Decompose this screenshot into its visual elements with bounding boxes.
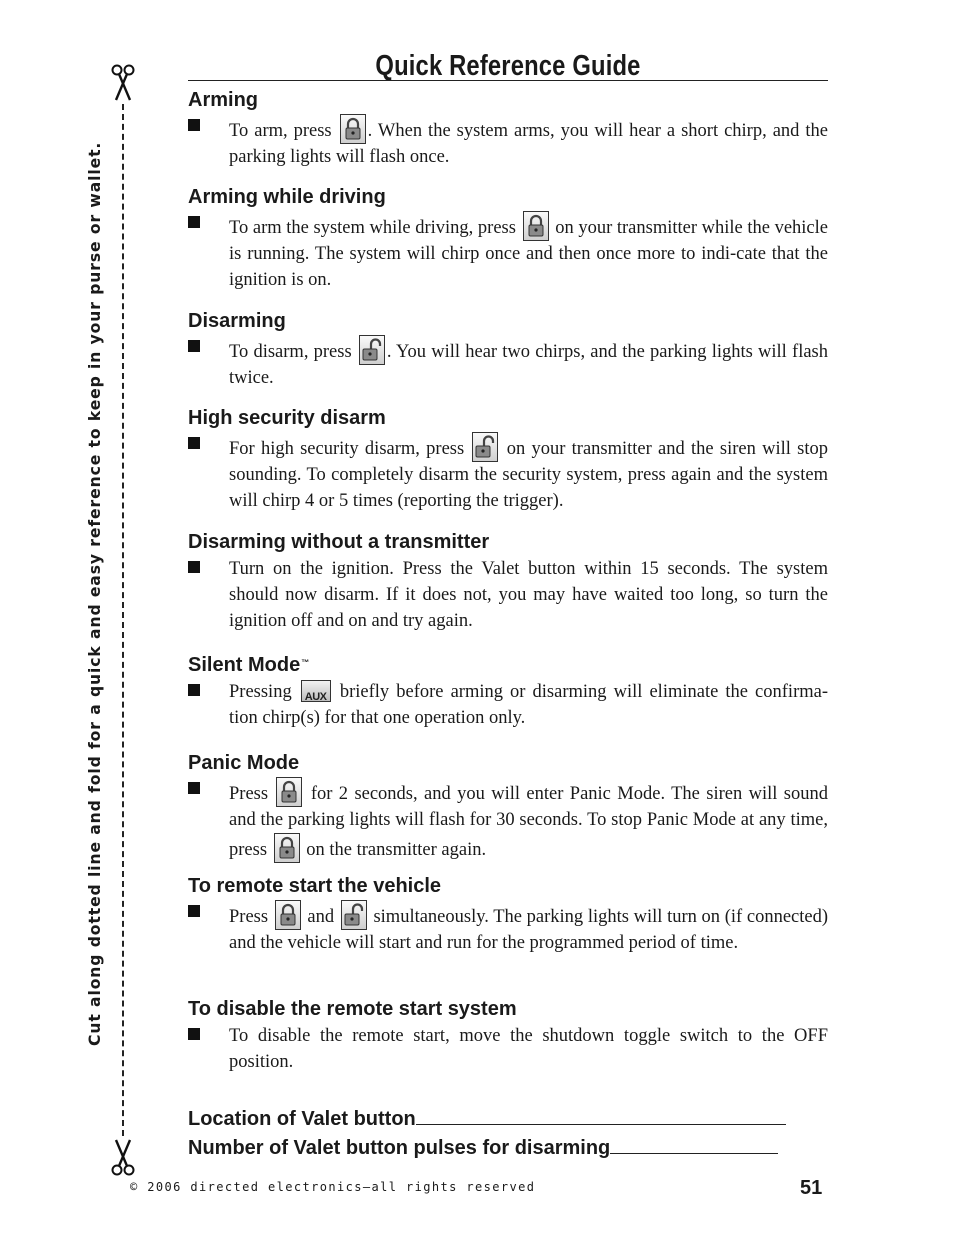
list-item: To disarm, press . You will hear two chirps, and the parking lights will flash twice. <box>188 335 828 391</box>
bullet-square <box>188 119 200 131</box>
bullet-square <box>188 437 200 449</box>
bullet-square <box>188 340 200 352</box>
section-heading: Disarming <box>188 310 286 332</box>
section-heading: To remote start the vehicle <box>188 875 442 897</box>
section-disable-remote-start <box>188 997 828 1075</box>
section-heading: Arming while driving <box>188 186 386 208</box>
section-high-security-disarm <box>188 406 828 514</box>
list-item: Turn on the ignition. Press the Valet button within 15 seconds. The system should now disarm. If it does not, you may have waited too long, so turn the ignition off and on and try again. <box>188 556 828 634</box>
list-item: To arm the system while driving, press on your transmitter while the vehicle is running. The system will chirp once and then once more to indi-cate that the ignition is on. <box>188 211 828 293</box>
bullet-square <box>188 1028 200 1040</box>
title-rule <box>188 80 828 81</box>
valet-pulses-blank <box>610 1153 778 1154</box>
section-arming-while-driving <box>188 185 828 293</box>
lock-button-icon <box>275 900 301 930</box>
section-disarming-without-transmitter <box>188 530 828 634</box>
list-item: To disable the remote start, move the shutdown toggle switch to the OFF position. <box>188 1023 828 1075</box>
section-heading: Disarming without a transmitter <box>188 531 490 553</box>
section-panic-mode <box>188 751 828 863</box>
section-heading: Silent Mode™ <box>188 654 310 676</box>
cut-dotted-line <box>122 104 124 1136</box>
section-silent-mode <box>188 653 828 731</box>
list-item: Press and simultaneously. The parking lights will turn on (if connected) and the vehicle will start and run for the programmed period of time. <box>188 900 828 956</box>
list-item: Pressing AUX briefly before arming or disarming will eliminate the confirma-tion chirp(s) for that one operation only. <box>188 679 828 731</box>
copyright-footer: © 2006 directed electronics—all rights reserved <box>130 1180 536 1194</box>
bullet-square <box>188 561 200 573</box>
aux-button-icon: AUX <box>301 680 331 702</box>
cut-instruction-text: Cut along dotted line and fold for a quick and easy reference to keep in your purse or wallet. <box>86 141 104 1046</box>
scissors-icon <box>110 1136 136 1176</box>
scissors-icon <box>110 64 136 104</box>
bullet-square <box>188 684 200 696</box>
section-heading: High security disarm <box>188 407 386 429</box>
section-remote-start <box>188 874 828 956</box>
unlock-button-icon <box>359 335 385 365</box>
trademark-symbol: ™ <box>301 658 310 667</box>
page-number: 51 <box>800 1177 823 1199</box>
bullet-square <box>188 216 200 228</box>
unlock-button-icon <box>341 900 367 930</box>
lock-button-icon <box>523 211 549 241</box>
page-title: Quick Reference Guide <box>375 50 641 82</box>
section-heading: Arming <box>188 89 258 111</box>
bullet-square <box>188 905 200 917</box>
valet-location-field <box>188 1108 786 1131</box>
list-item: For high security disarm, press on your transmitter and the siren will stop sounding. To completely disarm the security system, press again and the system will chirp 4 or 5 times (reporting the trigger). <box>188 432 828 514</box>
bullet-square <box>188 782 200 794</box>
list-item: Press for 2 seconds, and you will enter Panic Mode. The siren will sound and the parking lights will flash for 30 seconds. To stop Panic Mode at any time, press on the transmitter again. <box>188 777 828 863</box>
valet-location-label: Location of Valet button <box>188 1108 416 1130</box>
valet-pulses-label: Number of Valet button pulses for disarming <box>188 1137 611 1159</box>
section-arming <box>188 88 828 170</box>
section-disarming <box>188 309 828 391</box>
list-item: To arm, press . When the system arms, you will hear a short chirp, and the parking lights will flash once. <box>188 114 828 170</box>
lock-button-icon <box>340 114 366 144</box>
section-heading: To disable the remote start system <box>188 998 517 1020</box>
unlock-button-icon <box>472 432 498 462</box>
valet-pulses-field <box>188 1137 778 1160</box>
lock-button-icon <box>274 833 300 863</box>
valet-location-blank <box>416 1124 786 1125</box>
lock-button-icon <box>276 777 302 807</box>
section-heading: Panic Mode <box>188 752 300 774</box>
